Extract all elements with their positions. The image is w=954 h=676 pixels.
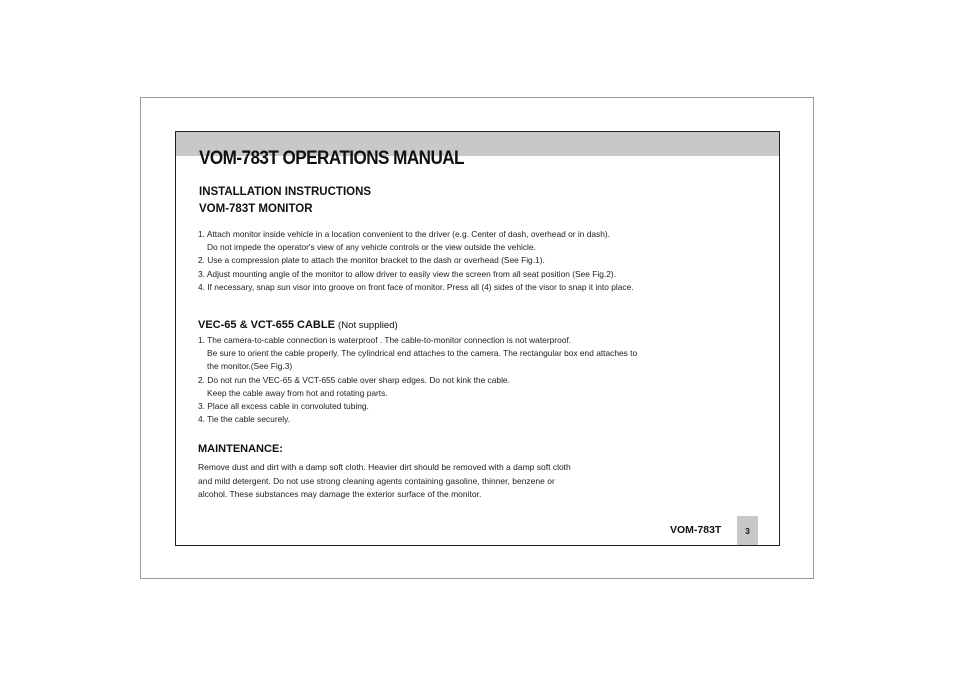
step-text: 2. Do not run the VEC-65 & VCT-655 cable over sharp edges. Do not kink the cable. <box>198 374 510 385</box>
page-title: VOM-783T OPERATIONS MANUAL <box>199 148 464 169</box>
list-item <box>198 400 637 413</box>
step-text-continued: Be sure to orient the cable properly. The cylindrical end attaches to the camera. The rectangular box end attaches to <box>207 348 638 359</box>
installation-heading: INSTALLATION INSTRUCTIONS <box>199 186 372 198</box>
step-text: 3. Place all excess cable in convoluted tubing. <box>198 401 369 412</box>
list-item <box>198 281 634 294</box>
step-text: 3. Adjust mounting angle of the monitor to allow driver to easily view the screen from all seat position (See Fig.2). <box>198 268 617 279</box>
step-text: 4. If necessary, snap sun visor into groove on front face of monitor. Press all (4) sides of the visor to snap it into place. <box>198 281 634 292</box>
footer-model: VOM-783T <box>670 524 722 536</box>
installation-steps <box>198 228 634 294</box>
paragraph-line: Remove dust and dirt with a damp soft cloth. Heavier dirt should be removed with a damp soft cloth <box>198 462 571 472</box>
step-text-continued: the monitor.(See Fig.3) <box>207 361 293 372</box>
step-text: 4. Tie the cable securely. <box>198 414 291 425</box>
list-item <box>198 254 634 267</box>
cable-heading: VEC-65 & VCT-655 CABLE <box>198 319 335 331</box>
list-item <box>198 268 634 281</box>
list-item <box>198 228 634 254</box>
maintenance-paragraph <box>198 461 658 502</box>
list-item <box>198 334 637 374</box>
cable-note: (Not supplied) <box>338 320 398 331</box>
step-text: 1. Attach monitor inside vehicle in a location convenient to the driver (e.g. Center of dash, overhead or in dash). <box>198 229 611 239</box>
step-text-continued: Do not impede the operator's view of any vehicle controls or the view outside the vehicle. <box>207 242 536 253</box>
list-item <box>198 374 637 400</box>
maintenance-section-heading <box>198 443 283 455</box>
step-text: 1. The camera-to-cable connection is waterproof . The cable-to-monitor connection is not waterproof. <box>198 335 572 345</box>
step-text-continued: Keep the cable away from hot and rotating parts. <box>207 387 388 398</box>
cable-steps <box>198 334 637 426</box>
monitor-heading: VOM-783T MONITOR <box>199 203 313 215</box>
step-text: 2. Use a compression plate to attach the monitor bracket to the dash or overhead (See Fig.1). <box>198 255 545 266</box>
paragraph-line: alcohol. These substances may damage the exterior surface of the monitor. <box>198 489 482 499</box>
maintenance-heading: MAINTENANCE: <box>198 443 283 455</box>
page-number: 3 <box>737 516 758 545</box>
list-item <box>198 413 637 426</box>
manual-page <box>175 131 780 546</box>
paragraph-line: and mild detergent. Do not use strong cleaning agents containing gasoline, thinner, benzene or <box>198 475 555 486</box>
cable-section-heading <box>198 319 398 331</box>
